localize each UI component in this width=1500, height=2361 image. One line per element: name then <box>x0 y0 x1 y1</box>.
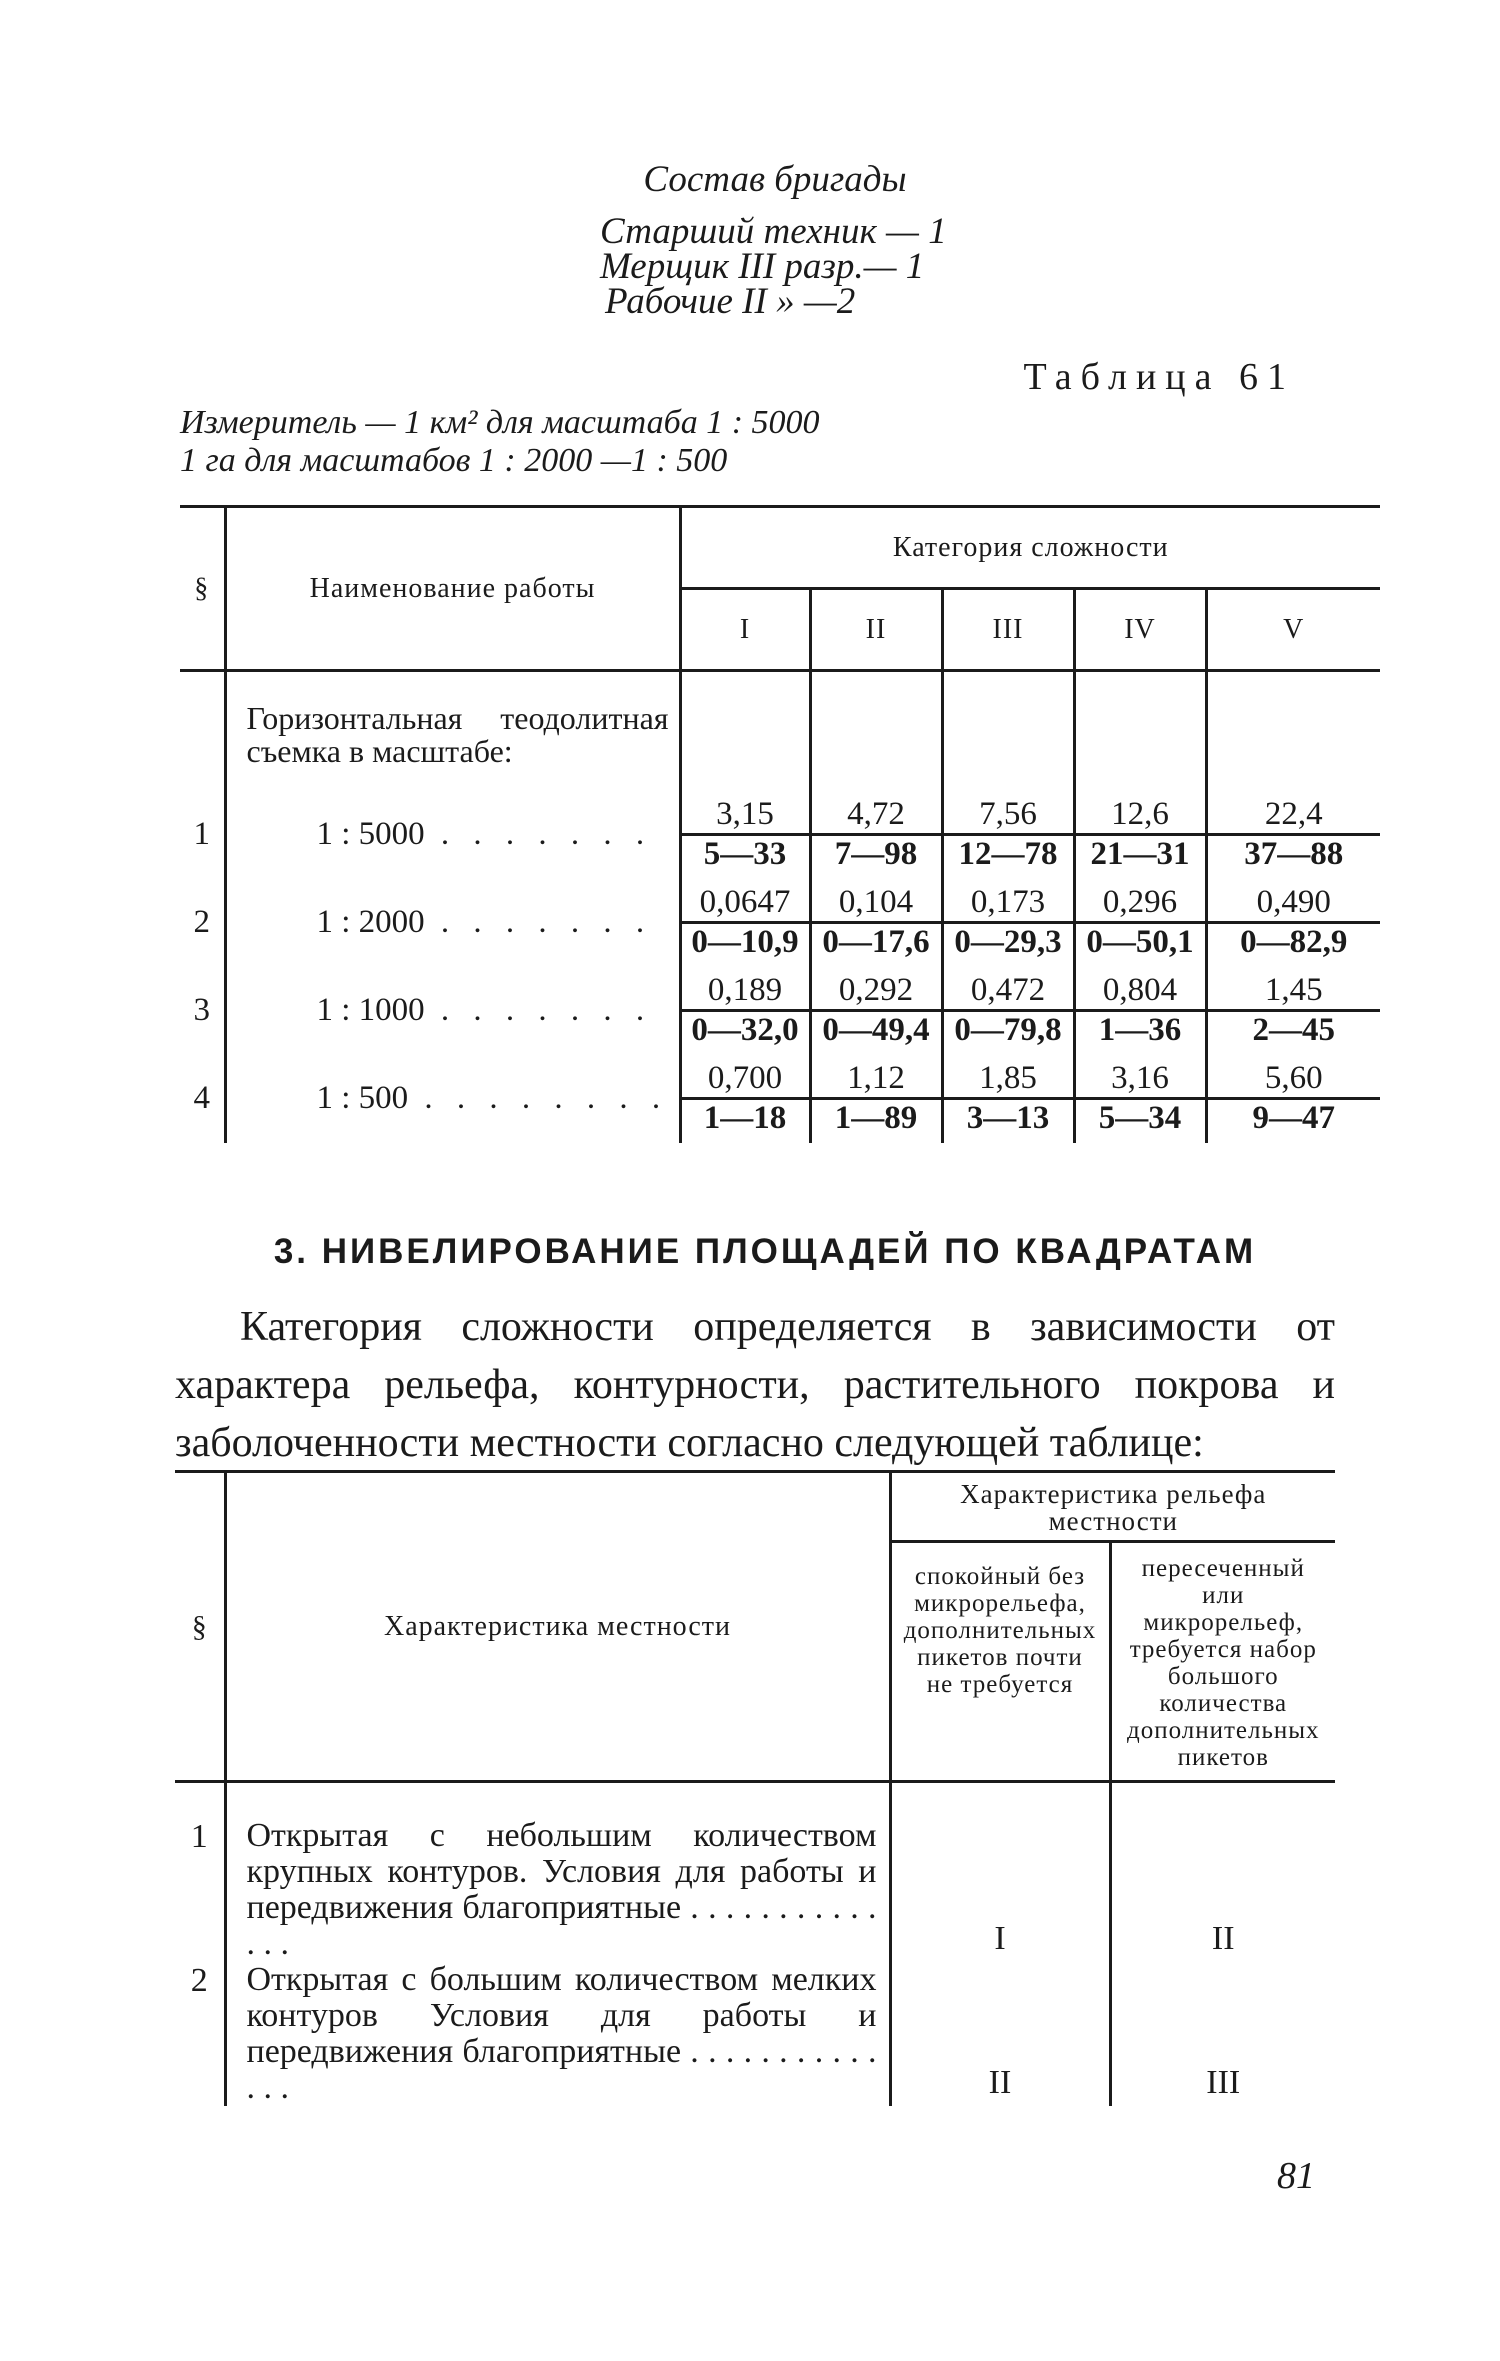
cat-header: IV <box>1074 589 1206 671</box>
cell: 0,0647 0—10,9 <box>680 879 810 967</box>
col-header-relief: Характеристика рельефа местности <box>890 1472 1335 1542</box>
cell: 4,72 7—98 <box>810 791 942 879</box>
col-header-calm: спокойный без микрорельефа, дополнительных пикетов почти не требуется <box>890 1542 1110 1782</box>
row-scale: 1 : 1000 . . . . . . . <box>225 967 680 1055</box>
cell: 0,700 1—18 <box>680 1055 810 1143</box>
table-row <box>175 1818 1335 1962</box>
crew-line: Рабочие II » —2 <box>605 281 856 322</box>
cell: 5,60 9—47 <box>1206 1055 1380 1143</box>
table-label: Таблица 61 <box>1023 356 1295 398</box>
cell: 0,472 0—79,8 <box>942 967 1074 1055</box>
terrain-table <box>175 1470 1335 2106</box>
cat-header: III <box>942 589 1074 671</box>
row-scale: 1 : 2000 . . . . . . . <box>225 879 680 967</box>
cell: 3,16 5—34 <box>1074 1055 1206 1143</box>
table-row <box>180 879 1380 967</box>
crew-line: Мерщик III разр.— 1 <box>600 246 925 287</box>
cat-header: V <box>1206 589 1380 671</box>
row-scale: 1 : 5000 . . . . . . . <box>225 791 680 879</box>
row-num: 4 <box>180 1055 225 1143</box>
cell: 12,6 21—31 <box>1074 791 1206 879</box>
row-num: 1 <box>180 791 225 879</box>
table-row <box>180 1055 1380 1143</box>
cell: 1,45 2—45 <box>1206 967 1380 1055</box>
table-row <box>180 791 1380 879</box>
cell: 0,804 1—36 <box>1074 967 1206 1055</box>
row-num: 2 <box>175 1962 225 2106</box>
cell: 0,490 0—82,9 <box>1206 879 1380 967</box>
row-desc: Открытая с небольшим количеством крупных контуров. Условия для работы и передвижения благоприятные . . . . . . . . . . . . . . <box>225 1818 890 1962</box>
col-header-name: Наименование работы <box>225 507 680 671</box>
cell: 0,292 0—49,4 <box>810 967 942 1055</box>
cell: 7,56 12—78 <box>942 791 1074 879</box>
col-header-name: Характеристика местности <box>225 1472 890 1782</box>
row-scale: 1 : 500 . . . . . . . . <box>225 1055 680 1143</box>
section-paragraph: Категория сложности определяется в зависимости от характера рельефа, контурности, растительного покрова и заболоченности местности согласно следующей таблице: <box>175 1304 1335 1466</box>
col-header-category: Категория сложности <box>680 507 1380 589</box>
cell: 0,173 0—29,3 <box>942 879 1074 967</box>
cell-rugged: III <box>1206 2063 1241 2101</box>
cell: 3,15 5—33 <box>680 791 810 879</box>
table-row <box>175 1962 1335 2106</box>
table-row <box>180 967 1380 1055</box>
cell-calm: II <box>890 1962 1110 2106</box>
cat-header: I <box>680 589 810 671</box>
col-header-rugged: пересеченный или микрорельеф, требуется набор большого количества дополнительных пикетов <box>1110 1542 1335 1782</box>
cell: 0,189 0—32,0 <box>680 967 810 1055</box>
col-header-num: § <box>180 507 225 671</box>
row-intro: Горизонтальная теодолитная съемка в масштабе: <box>225 671 680 791</box>
crew-title: Состав бригады <box>643 159 907 200</box>
cell: 0,296 0—50,1 <box>1074 879 1206 967</box>
cell: 1,85 3—13 <box>942 1055 1074 1143</box>
section-title: 3. НИВЕЛИРОВАНИЕ ПЛОЩАДЕЙ ПО КВАДРАТАМ <box>273 1232 1257 1271</box>
crew-line: Старший техник — 1 <box>600 211 947 252</box>
cell: 0,104 0—17,6 <box>810 879 942 967</box>
cell-rugged: II <box>1211 1919 1235 1957</box>
cell: 22,4 37—88 <box>1206 791 1380 879</box>
cell-calm: I <box>890 1818 1110 1962</box>
cell: 1,12 1—89 <box>810 1055 942 1143</box>
cat-header: II <box>810 589 942 671</box>
row-num: 2 <box>180 879 225 967</box>
unit-line: 1 га для масштабов 1 : 2000 —1 : 500 <box>180 442 728 479</box>
row-num: 1 <box>175 1818 225 1962</box>
col-header-num: § <box>175 1472 225 1782</box>
row-num: 3 <box>180 967 225 1055</box>
unit-line: Измеритель — 1 км² для масштаба 1 : 5000 <box>180 404 820 441</box>
table-61 <box>180 505 1380 1143</box>
row-desc: Открытая с большим количеством мелких контуров Условия для работы и передвижения благоприятные . . . . . . . . . . . . . . <box>225 1962 890 2106</box>
page-number: 81 <box>1277 2155 1315 2197</box>
